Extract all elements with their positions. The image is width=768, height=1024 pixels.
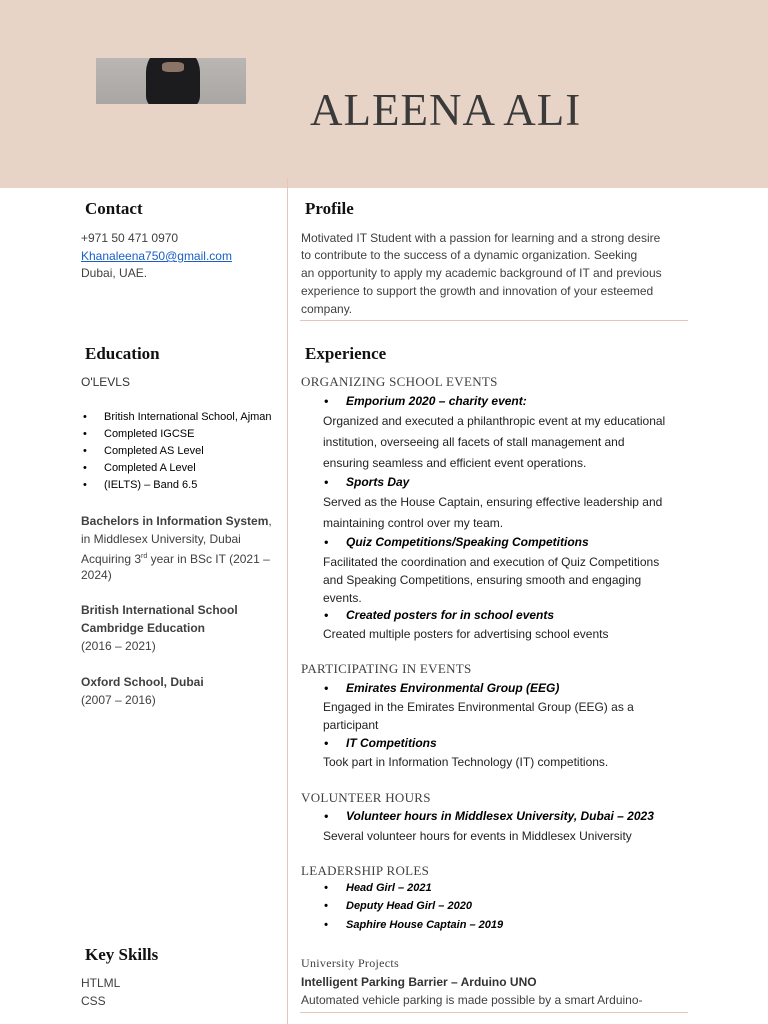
olevels-list [82, 409, 272, 494]
leadership-roles-heading: LEADERSHIP ROLES [301, 863, 430, 878]
oxford-school-name: Oxford School, Dubai [81, 675, 204, 689]
desc-line: Engaged in the Emirates Environmental Group (EEG) as a [323, 700, 634, 714]
column-divider [287, 178, 288, 1024]
experience-item-desc [323, 553, 659, 607]
bachelors-university: in Middlesex University, Dubai [81, 532, 241, 546]
desc-line: maintaining control over my team. [323, 516, 504, 530]
olevels-label: O'LEVLS [81, 375, 130, 389]
bachelors-year-end: 2024) [81, 568, 112, 582]
list-item: • Completed AS Level [82, 443, 272, 460]
list-item: • British International School, Ajman [82, 409, 272, 426]
candidate-name: ALEENA ALI [310, 85, 582, 135]
profile-line: company. [301, 302, 353, 316]
oxford-school-years: (2007 – 2016) [81, 693, 156, 707]
list-item: • (IELTS) – Band 6.5 [82, 477, 272, 494]
bachelors-year-pre: Acquiring 3 [81, 552, 142, 566]
desc-line: Created multiple posters for advertising school events [323, 627, 609, 641]
profile-line: to contribute to the success of a dynamic organization. Seeking [301, 248, 638, 262]
desc-line: Organized and executed a philanthropic event at my educational [323, 414, 666, 428]
university-projects-heading: University Projects [301, 956, 400, 970]
profile-divider [300, 320, 688, 321]
experience-item-desc [323, 492, 662, 534]
experience-item-title: • IT Competitions [324, 736, 437, 750]
desc-line: and Speaking Competitions, ensuring smooth and engaging [323, 573, 642, 587]
british-school-name: British International School [81, 603, 238, 617]
bachelors-year-post: year in BSc IT (2021 – [147, 552, 270, 566]
experience-item-title: • Emporium 2020 – charity event: [324, 394, 527, 408]
desc-line: Facilitated the coordination and execution of Quiz Competitions [323, 555, 660, 569]
volunteer-item-title: • Volunteer hours in Middlesex University, Dubai – 2023 [324, 809, 654, 823]
experience-item-desc [323, 698, 634, 734]
bachelors-year-line [81, 548, 270, 568]
desc-line: Took part in Information Technology (IT) competitions. [323, 755, 609, 769]
leadership-item: • Head Girl – 2021 [324, 882, 432, 894]
british-school-program: Cambridge Education [81, 621, 206, 635]
participating-events-heading: PARTICIPATING IN EVENTS [301, 661, 472, 676]
photo-face-shape [162, 62, 184, 72]
desc-line: events. [323, 591, 362, 605]
experience-item-title: • Sports Day [324, 475, 409, 489]
experience-item-desc [323, 753, 608, 771]
desc-line: participant [323, 718, 379, 732]
profile-line: Motivated IT Student with a passion for learning and a strong desire [301, 231, 661, 245]
contact-email-link[interactable]: Khanaleena750@gmail.com [81, 249, 232, 263]
bachelors-heading: Bachelors in Information System [81, 514, 269, 528]
profile-photo [96, 58, 246, 104]
project-title: Intelligent Parking Barrier – Arduino UNO [301, 975, 537, 989]
bachelors-heading-suffix: , [268, 514, 272, 528]
bachelors-year-sup: rd [141, 553, 148, 560]
experience-heading: Experience [305, 344, 387, 363]
experience-item-desc [323, 625, 608, 643]
skill-item: CSS [81, 994, 106, 1008]
contact-phone: +971 50 471 0970 [81, 231, 179, 245]
list-item: • Completed A Level [82, 460, 272, 477]
british-school-years: (2016 – 2021) [81, 639, 156, 653]
desc-line: institution, overseeing all facets of stall management and [323, 435, 625, 449]
experience-item-title: • Emirates Environmental Group (EEG) [324, 681, 559, 695]
bachelors-heading-line [81, 512, 272, 530]
experience-item-title: • Quiz Competitions/Speaking Competitions [324, 535, 589, 549]
profile-heading: Profile [305, 199, 354, 218]
experience-item-title: • Created posters for in school events [324, 608, 554, 622]
contact-heading: Contact [85, 199, 143, 218]
leadership-item: • Deputy Head Girl – 2020 [324, 900, 472, 912]
desc-line: Served as the House Captain, ensuring effective leadership and [323, 495, 663, 509]
experience-item-desc [323, 411, 665, 474]
education-heading: Education [85, 344, 160, 363]
profile-line: experience to support the growth and innovation of your esteemed [301, 284, 654, 298]
key-skills-heading: Key Skills [85, 945, 159, 964]
leadership-item: • Saphire House Captain – 2019 [324, 919, 503, 931]
projects-divider [300, 1012, 688, 1013]
volunteer-item-desc: Several volunteer hours for events in Middlesex University [323, 829, 632, 843]
contact-location: Dubai, UAE. [81, 266, 148, 280]
organizing-events-heading: ORGANIZING SCHOOL EVENTS [301, 374, 498, 389]
skill-item: HTLML [81, 976, 121, 990]
desc-line: ensuring seamless and efficient event operations. [323, 456, 587, 470]
list-item: • Completed IGCSE [82, 426, 272, 443]
volunteer-hours-heading: VOLUNTEER HOURS [301, 790, 431, 805]
profile-line: an opportunity to apply my academic background of IT and previous [301, 266, 662, 280]
project-desc: Automated vehicle parking is made possible by a smart Arduino- [301, 993, 643, 1007]
